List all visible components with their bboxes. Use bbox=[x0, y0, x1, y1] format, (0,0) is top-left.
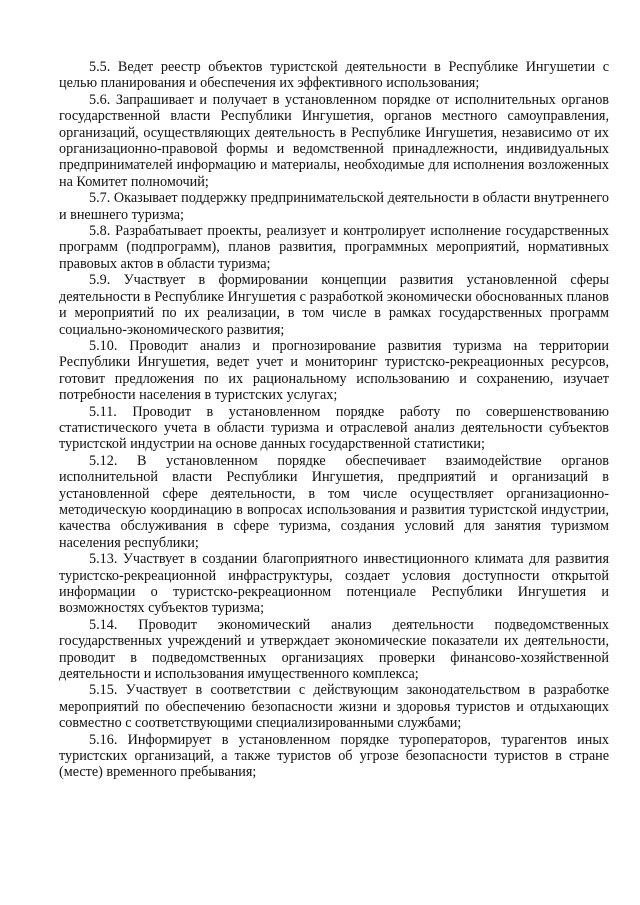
paragraph-5-9: 5.9. Участвует в формировании концепции развития установленной сферы деятельности в Республике Ингушетия с разработкой экономически обоснованных планов и мероприятий по их реализации, в том числе в рамках государственных программ социально-экономического развития; bbox=[59, 272, 609, 338]
paragraph-5-6: 5.6. Запрашивает и получает в установленном порядке от исполнительных органов государственной власти Республики Ингушетия, органов местного самоуправления, организаций, осуществляющих деятельность в Республике Ингушетия, независимо от их организационно-правовой формы и ведомственной принадлежности, индивидуальных предпринимателей информацию и материалы, необходимые для исполнения возложенных на Комитет полномочий; bbox=[59, 91, 609, 190]
paragraph-5-11: 5.11. Проводит в установленном порядке работу по совершенствованию статистического учета в области туризма и отраслевой анализ деятельности субъектов туристской индустрии на основе данных государственной статистики; bbox=[59, 403, 609, 453]
paragraph-5-10: 5.10. Проводит анализ и прогнозирование развития туризма на территории Республики Ингушетия, ведет учет и мониторинг туристско-рекреационных ресурсов, готовит предложения по их рациональному использованию и сохранению, изучает потребности населения в туристских услугах; bbox=[59, 337, 609, 404]
document-page bbox=[59, 59, 609, 781]
paragraph-5-7: 5.7. Оказывает поддержку предпринимательской деятельности в области внутреннего и внешнего туризма; bbox=[59, 190, 609, 223]
paragraph-5-12: 5.12. В установленном порядке обеспечивает взаимодействие органов исполнительной власти Республики Ингушетия, предприятий и организаций в установленной сфере деятельности, в том числе осуществляет организационно-методическую координацию в вопросах использования и развития туристской индустрии, качества обслуживания в сфере туризма, создания условий для занятия туризмом населения республики; bbox=[59, 452, 609, 551]
paragraph-5-16: 5.16. Информирует в установленном порядке туроператоров, турагентов иных туристских организаций, а также туристов об угрозе безопасности туристов в стране (месте) временного пребывания; bbox=[59, 731, 609, 781]
paragraph-5-15: 5.15. Участвует в соответствии с действующим законодательством в разработке мероприятий по обеспечению безопасности жизни и здоровья туристов и отдыхающих совместно с соответствующими специализированными службами; bbox=[59, 682, 609, 732]
paragraph-5-14: 5.14. Проводит экономический анализ деятельности подведомственных государственных учреждений и утверждает экономические показатели их деятельности, проводит в подведомственных организациях проверки финансово-хозяйственной деятельности и использования имущественного комплекса; bbox=[59, 616, 609, 683]
paragraph-5-5: 5.5. Ведет реестр объектов туристской деятельности в Республике Ингушетии с целью планирования и обеспечения их эффективного использования; bbox=[59, 59, 609, 92]
paragraph-5-8: 5.8. Разрабатывает проекты, реализует и контролирует исполнение государственных программ (подпрограмм), планов развития, программных мероприятий, нормативных правовых актов в области туризма; bbox=[59, 223, 609, 272]
paragraph-5-13: 5.13. Участвует в создании благоприятного инвестиционного климата для развития туристско-рекреационной инфраструктуры, создает условия доступности открытой информации о туристско-рекреационном потенциале Республики Ингушетия и возможностях субъектов туризма; bbox=[59, 551, 609, 617]
